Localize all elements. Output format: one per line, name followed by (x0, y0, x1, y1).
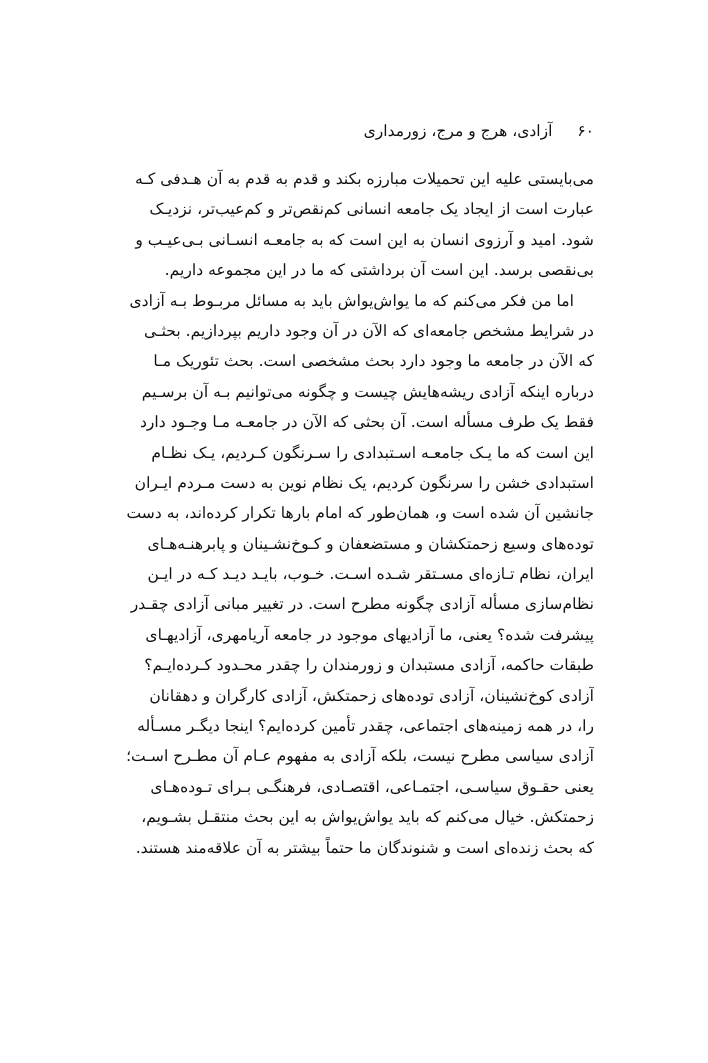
text-line: توده‌های وسیع زحمتکشان و مستضعفان و کـوخ‌نشـینان و پابرهنـه‌هـای (147, 534, 594, 553)
text-line: استبدادی خشن را سرنگون کردیم، یک نظام نوین به دست مـردم ایـران (134, 473, 594, 492)
text-line: را، در همه زمینه‌های اجتماعی، چقدر تأمین کرده‌ایم؟ اینجا دیگـر مسـأله (137, 717, 594, 736)
text-line: آزادی سیاسی مطرح نیست، بلکه آزادی به مفهوم عـام آن مطـرح اسـت؛ (126, 747, 594, 766)
text-line: می‌بایستی علیه این تحمیلات مبارزه بکند و قدم به قدم به آن هـدفی کـه (135, 170, 594, 188)
text-line: در شرایط مشخص جامعه‌ای که الآن در آن وجود داریم بپردازیم. بحثـی (144, 321, 594, 340)
text-line: پیشرفت شده؟ یعنی، ما آزادیهای موجود در جامعه آریامهری، آزادیهـای (145, 625, 594, 644)
paragraph-first-line: اما من فکر می‌کنم که ما یواش‌یواش باید به مسائل مربـوط بـه آزادی (129, 291, 574, 310)
text-line: عبارت است از ایجاد یک جامعه انسانی کم‌نقص‌تر و کم‌عیب‌تر، نزدیـک (149, 200, 594, 219)
text-line: نظام‌سازی مسأله آزادی چگونه مطرح است. در تغییر مبانی آزادی چقـدر (130, 595, 594, 614)
text-line: که الآن در جامعه ما وجود دارد بحث مشخصی است. بحث تئوریک مـا (153, 352, 594, 371)
text-line: شود. امید و آرزوی انسان به این است که به جامعـه انسـانی بـی‌عیـب و (135, 230, 594, 249)
text-line: ایران، نظام تـازه‌ای مسـتقر شـده اسـت. خـوب، بایـد دیـد کـه در ایـن (147, 565, 594, 584)
text-line: این است که ما یـک جامعـه اسـتبدادی را سـرنگون کـردیم، یـک نظـام (151, 443, 594, 462)
text-line: آزادی کوخ‌نشینان، آزادی توده‌های زحمتکش، آزادی کارگران و دهقانان (149, 686, 594, 705)
text-line: طبقات حاکمه، آزادی مستبدان و زورمندان را چقدر محـدود کـرده‌ایـم؟ (144, 656, 594, 675)
text-line: زحمتکش. خیال می‌کنم که باید یواش‌یواش به این بحث منتقـل بشـویم، (141, 808, 594, 827)
text-line: بی‌نقصی برسد. این است آن برداشتی که ما در این مجموعه داریم. (164, 261, 594, 280)
running-header (118, 122, 594, 146)
page-number: ۶۰ (577, 122, 594, 140)
text-line: درباره اینکه آزادی ریشه‌هایش چیست و چگونه می‌توانیم بـه آن برسـیم (141, 382, 594, 401)
text-line: فقط یک طرف مسأله است. آن بحثی که الآن در جامعـه مـا وجـود دارد (139, 413, 594, 432)
text-line: یعنی حقـوق سیاسـی، اجتمـاعی، اقتصـادی، فرهنگـی بـرای تـوده‌هـای (150, 777, 594, 796)
body-text (118, 164, 594, 863)
text-line: که بحث زنده‌ای است و شنوندگان ما حتماً بیشتر به آن علاقه‌مند هستند. (135, 838, 594, 857)
text-line: جانشین آن شده است و، همان‌طور که امام بارها تکرار کرده‌اند، به دست (126, 504, 594, 523)
running-title: آزادی، هرج و مرج، زورمداری (363, 122, 553, 140)
